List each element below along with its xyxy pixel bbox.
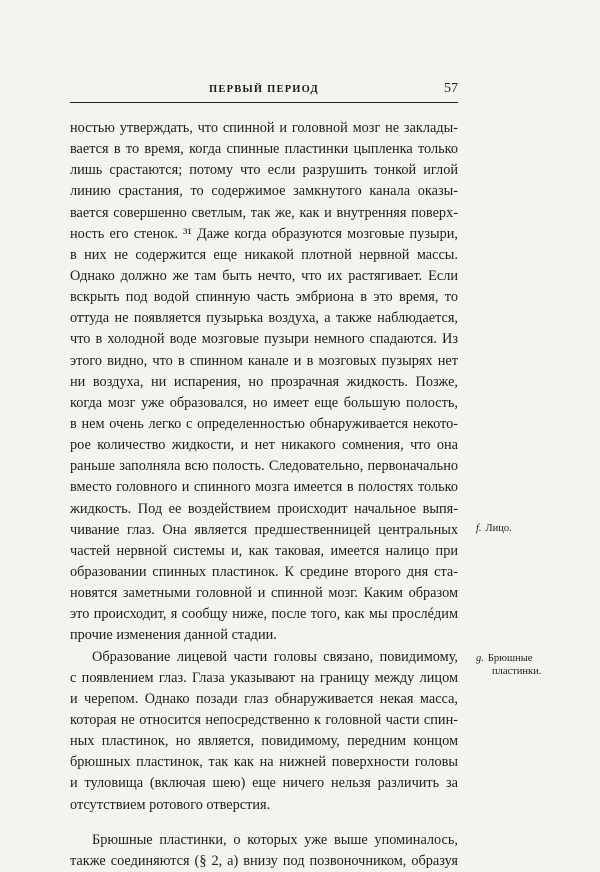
text-line: вместо головного и спинного мозга имеется в полостях только [70, 479, 458, 496]
margin-note-face [476, 522, 512, 535]
text-line: с появлением глаз. Глаза указывают на границу между лицом [70, 669, 458, 686]
text-line: вскрыть под водой спинную часть эмбриона в это время, то [70, 289, 458, 306]
text-line: жидкость. Под ее воздействием происходит начальное выпя- [70, 500, 458, 517]
text-line: и черепом. Однако позади глаз обнаруживается некая масса, [70, 690, 458, 707]
margin-note-text-continued: пластинки. [492, 666, 542, 677]
text-line: этого видно, что в спинном канале и в мозговых пузырях нет [70, 352, 458, 369]
text-line: частей нервной системы и, как таковая, имеется налицо при [70, 542, 458, 559]
text-line: это происходит, я сообщу ниже, после того, как мы прослéдим [70, 606, 458, 623]
text-line: в них не содержится еще никакой плотной нервной массы. [70, 246, 458, 263]
text-line: ных пластинок, но является, повидимому, передним концом [70, 733, 458, 750]
text-line: брюшных пластинок, так как на нижней поверхности головы [70, 754, 458, 771]
text-line: ни воздуха, ни испарения, но прозрачная жидкость. Позже, [70, 373, 458, 390]
paragraph-gap [70, 816, 458, 830]
text-line: отсутствием ротового отверстия. [70, 796, 271, 813]
margin-note-label: f. [476, 523, 482, 534]
text-line: рое количество жидкости, и нет никакого сомнения, что она [70, 437, 458, 454]
text-line: вается в то время, когда спинные пластинки цыпленка только [70, 141, 458, 158]
margin-note-ventral-plates [476, 652, 541, 678]
text-line: вается совершенно светлым, так же, как и внутренняя поверх- [70, 204, 458, 221]
text-line: чивание глаз. Она является предшественницей центральных [70, 521, 458, 538]
page-header [70, 81, 458, 103]
text-line: также соединяются (§ 2, а) внизу под позвоночником, образуя [70, 852, 458, 869]
text-line: Образование лицевой части головы связано, повидимому, [92, 648, 458, 665]
text-line: которая не относится непосредственно к головной части спин- [70, 711, 458, 728]
text-line: что в холодной воде мозговые пузыри немного спадаются. Из [70, 331, 458, 348]
margin-note-label: g. [476, 653, 484, 664]
page-number: 57 [444, 81, 458, 96]
text-line: новятся заметными головной и спинной мозг. Каким образом [70, 585, 458, 602]
text-line: оттуда не появляется пузырька воздуха, а также наблюдается, [70, 310, 458, 327]
text-line: линию срастания, то содержимое замкнутого канала оказы- [70, 183, 458, 200]
running-title: ПЕРВЫЙ ПЕРИОД [209, 84, 319, 95]
text-line: прочие изменения данной стадии. [70, 627, 277, 644]
text-line: лишь срастаются; потому что если разрушить тонкой иглой [70, 162, 458, 179]
text-line: когда мозг уже образовался, но имеет еще большую полость, [70, 394, 458, 411]
margin-note-text: Брюшные [487, 653, 533, 664]
text-line: и туловища (включая шею) еще ничего нельзя различить за [70, 775, 458, 792]
text-line: Брюшные пластинки, о которых уже выше упоминалось, [92, 831, 458, 848]
text-line: ностью утверждать, что спинной и головной мозг не заклады- [70, 120, 458, 136]
text-line: ность его стенок. ³¹ Даже когда образуются мозговые пузыри, [70, 225, 458, 242]
body-text [70, 118, 458, 872]
text-line: Однако должно же там быть нечто, что их растягивает. Если [70, 267, 458, 284]
text-line: в нем очень легко с определенностью обнаруживается некото- [70, 415, 458, 432]
margin-note-text: Лицо. [485, 523, 512, 534]
text-line: раньше заполняла всю полость. Следовательно, первоначально [70, 458, 458, 475]
text-line: образовании спинных пластинок. К средине второго дня ста- [70, 563, 458, 580]
